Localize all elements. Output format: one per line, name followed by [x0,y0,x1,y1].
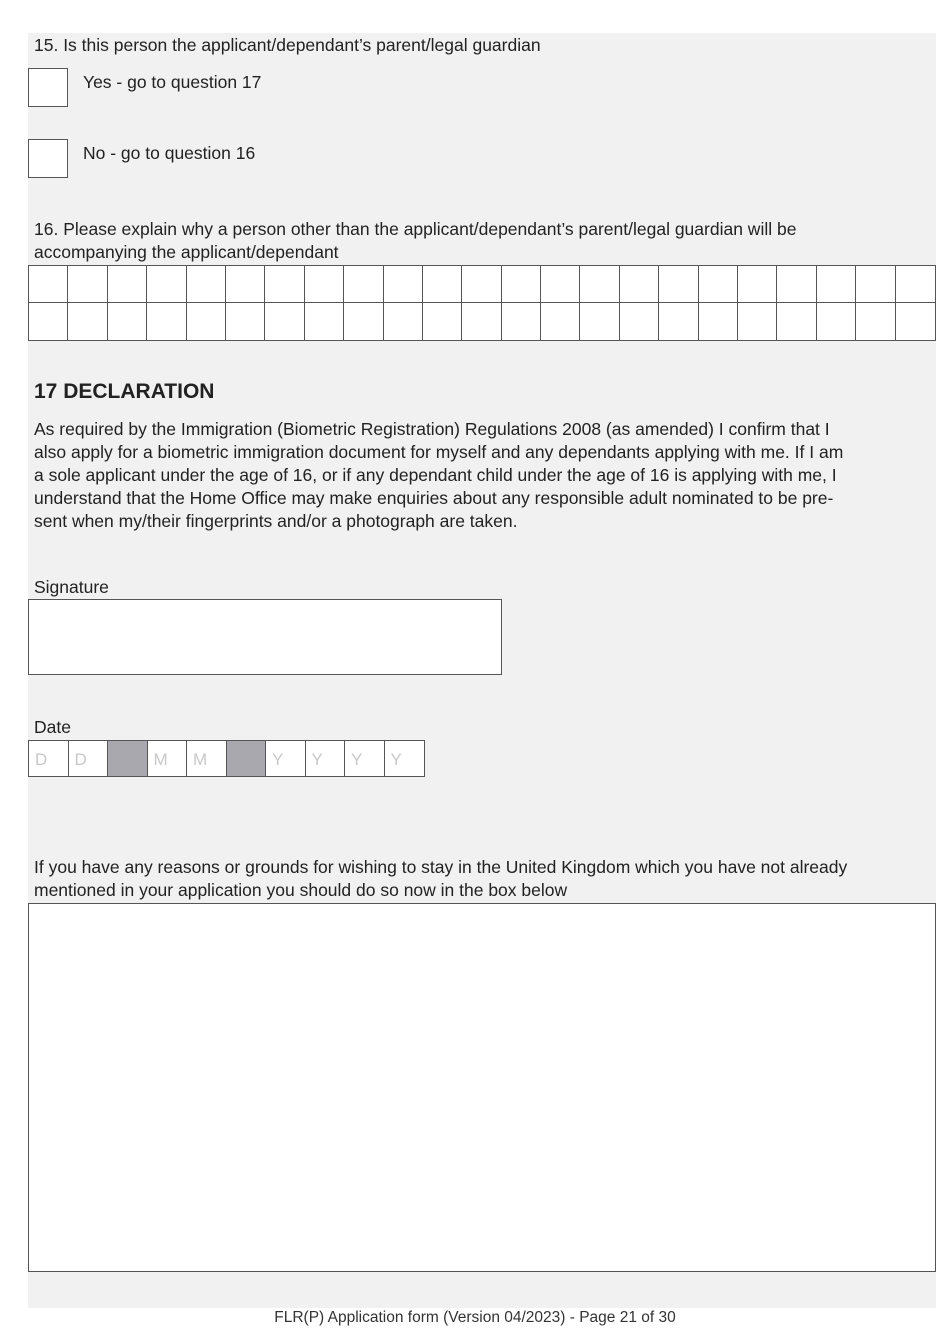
day-digit-1[interactable]: D [29,741,69,776]
declaration-line-4: understand that the Home Office may make enquiries about any responsible adult nominated to be pre- [34,488,834,508]
month-digit-1[interactable]: M [148,741,188,776]
reasons-line-2: mentioned in your application you should do so now in the box below [34,880,568,900]
yes-checkbox[interactable] [28,68,68,107]
year-digit-2[interactable]: Y [306,741,346,776]
no-option-label: No - go to question 16 [83,143,256,163]
q16-answer-grid[interactable] [28,265,936,341]
signature-label: Signature [34,577,109,597]
signature-field[interactable] [28,599,502,675]
reasons-line-1: If you have any reasons or grounds for wishing to stay in the United Kingdom which you have not already [34,857,848,877]
date-separator [227,741,267,776]
declaration-line-3: a sole applicant under the age of 16, or if any dependant child under the age of 16 is applying with me, I [34,465,837,485]
year-digit-3[interactable]: Y [345,741,385,776]
declaration-line-1: As required by the Immigration (Biometric Registration) Regulations 2008 (as amended) I confirm that I [34,419,830,439]
date-field[interactable] [28,740,425,777]
year-digit-4[interactable]: Y [390,750,402,769]
date-label: Date [34,717,71,737]
declaration-heading: 17 DECLARATION [34,380,215,403]
no-checkbox[interactable] [28,139,68,178]
month-digit-2[interactable]: M [187,741,227,776]
date-separator [108,741,148,776]
page-footer: FLR(P) Application form (Version 04/2023) - Page 21 of 30 [274,1309,676,1326]
q15-question: 15. Is this person the applicant/dependant’s parent/legal guardian [34,35,541,55]
declaration-line-2: also apply for a biometric immigration document for myself and any dependants applying with me. If I am [34,442,844,462]
reasons-textbox[interactable] [28,903,936,1272]
year-digit-1[interactable]: Y [266,741,306,776]
q16-question-line2: accompanying the applicant/dependant [34,242,339,262]
day-digit-2[interactable]: D [69,741,109,776]
yes-option-label: Yes - go to question 17 [83,72,262,92]
q16-question-line1: 16. Please explain why a person other than the applicant/dependant’s parent/legal guardian will be [34,219,797,239]
declaration-line-5: sent when my/their fingerprints and/or a photograph are taken. [34,511,518,531]
